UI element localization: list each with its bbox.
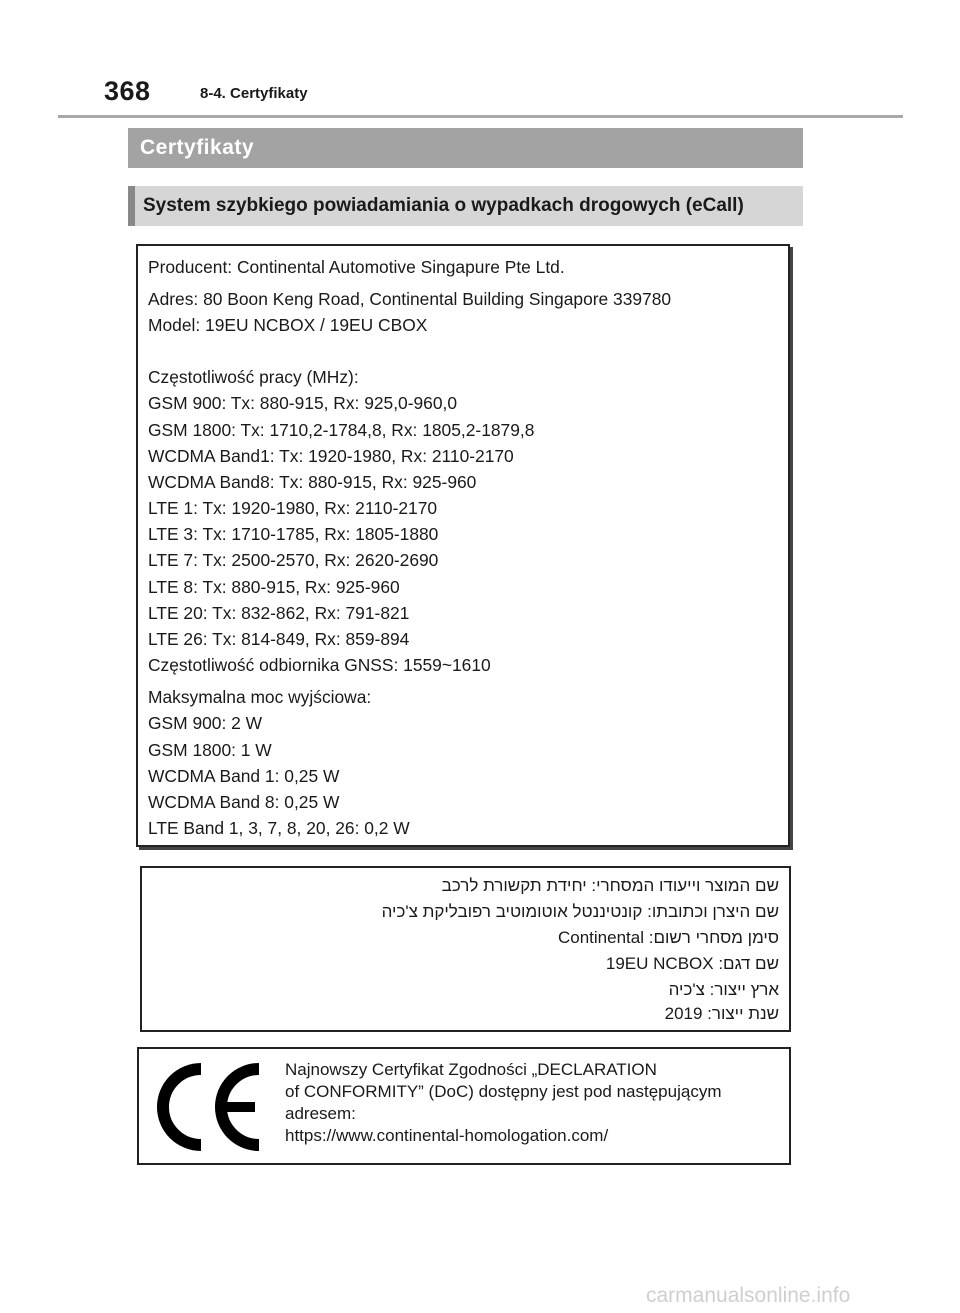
spec-line: Częstotliwość pracy (MHz): bbox=[148, 367, 359, 387]
spec-line: WCDMA Band 8: 0,25 W bbox=[148, 792, 340, 812]
homologation-url: https://www.continental-homologation.com/ bbox=[285, 1126, 609, 1145]
hebrew-line: שם היצרן וכתובתו: קונטיננטל אוטומוטיב רפובליקת צ'כיה bbox=[381, 902, 779, 921]
page-header bbox=[104, 76, 904, 116]
spec-line: LTE Band 1, 3, 7, 8, 20, 26: 0,2 W bbox=[148, 818, 410, 838]
spec-line: WCDMA Band1: Tx: 1920-1980, Rx: 2110-2170 bbox=[148, 446, 514, 466]
hebrew-line: שנת ייצור: 2019 bbox=[664, 1004, 779, 1023]
hebrew-line: ארץ ייצור: צ'כיה bbox=[668, 980, 779, 999]
page-title: Certyfikaty bbox=[128, 128, 803, 168]
spec-line: Maksymalna moc wyjściowa: bbox=[148, 687, 372, 707]
spec-line: Producent: Continental Automotive Singapure Pte Ltd. bbox=[148, 257, 565, 277]
spec-line: Częstotliwość odbiornika GNSS: 1559~1610 bbox=[148, 655, 491, 675]
section-subtitle: System szybkiego powiadamiania o wypadkach drogowych (eCall) bbox=[128, 186, 803, 226]
page-number: 368 bbox=[104, 76, 151, 106]
spec-line: LTE 7: Tx: 2500-2570, Rx: 2620-2690 bbox=[148, 550, 439, 570]
hebrew-line: שם דגם: 19EU NCBOX bbox=[605, 954, 779, 973]
header-divider bbox=[58, 115, 903, 118]
spec-line: Adres: 80 Boon Keng Road, Continental Building Singapore 339780 bbox=[148, 289, 672, 309]
spec-line: LTE 8: Tx: 880-915, Rx: 925-960 bbox=[148, 577, 400, 597]
spec-line: GSM 900: 2 W bbox=[148, 713, 263, 733]
hebrew-line: שם המוצר וייעודו המסחרי: יחידת תקשורת לרכב bbox=[441, 876, 779, 895]
hebrew-certification-box bbox=[140, 866, 791, 1032]
spec-line: LTE 3: Tx: 1710-1785, Rx: 1805-1880 bbox=[148, 524, 439, 544]
ce-declaration-text bbox=[285, 1059, 785, 1147]
watermark: carmanualsonline.info bbox=[646, 1284, 851, 1307]
hebrew-line: סימן מסחרי רשום: Continental bbox=[557, 928, 779, 947]
spec-line: LTE 20: Tx: 832-862, Rx: 791-821 bbox=[148, 603, 410, 623]
spec-line: Model: 19EU NCBOX / 19EU CBOX bbox=[148, 315, 428, 335]
specifications-box bbox=[136, 244, 790, 847]
spec-line: GSM 1800: Tx: 1710,2-1784,8, Rx: 1805,2-1879,8 bbox=[148, 420, 535, 440]
ce-declaration-box bbox=[137, 1047, 791, 1165]
spec-line: WCDMA Band 1: 0,25 W bbox=[148, 766, 340, 786]
ce-line: adresem: bbox=[285, 1104, 356, 1123]
spec-line: LTE 1: Tx: 1920-1980, Rx: 2110-2170 bbox=[148, 498, 438, 518]
spec-line: GSM 1800: 1 W bbox=[148, 740, 272, 760]
spec-line: LTE 26: Tx: 814-849, Rx: 859-894 bbox=[148, 629, 410, 649]
spec-line: WCDMA Band8: Tx: 880-915, Rx: 925-960 bbox=[148, 472, 477, 492]
spec-line: GSM 900: Tx: 880-915, Rx: 925,0-960,0 bbox=[148, 393, 458, 413]
ce-line: Najnowszy Certyfikat Zgodności „DECLARATION bbox=[285, 1060, 657, 1079]
section-reference: 8-4. Certyfikaty bbox=[200, 85, 308, 102]
ce-mark-icon bbox=[155, 1061, 265, 1153]
ce-line: of CONFORMITY” (DoC) dostępny jest pod następującym bbox=[285, 1082, 722, 1101]
